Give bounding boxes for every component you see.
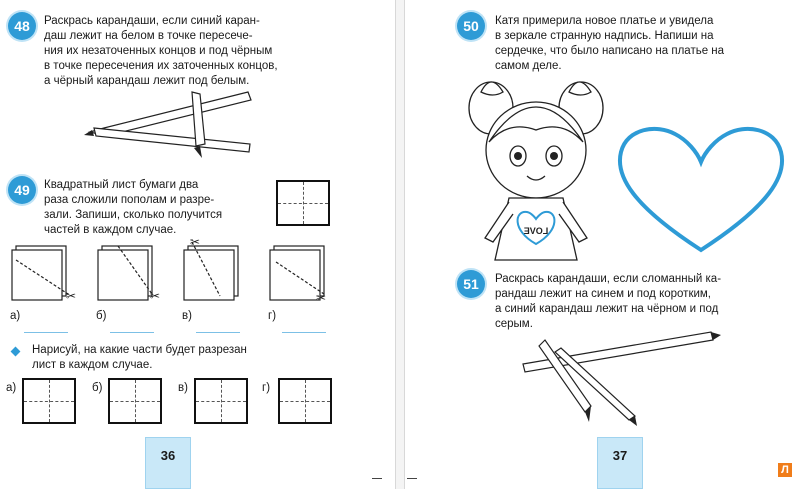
option-label-a: а) bbox=[10, 310, 21, 322]
answer-heart-shape[interactable] bbox=[613, 122, 789, 258]
draw-label-d: г) bbox=[262, 382, 271, 394]
page-number-tab: 37 bbox=[597, 437, 643, 489]
task-51-line: серым. bbox=[495, 318, 533, 330]
bullet-diamond-icon bbox=[11, 347, 21, 357]
task-51-text bbox=[495, 272, 787, 332]
draw-square-b[interactable] bbox=[108, 378, 162, 424]
task-48-line: а чёрный карандаш лежит под белым. bbox=[44, 75, 250, 87]
task-49-line: раза сложили пополам и разре- bbox=[44, 194, 215, 206]
task-49-line: зали. Запиши, сколько получится bbox=[44, 209, 223, 221]
task-51-line: рандаш лежит на синем и под коротким, bbox=[495, 288, 712, 300]
task-48-pencils-illustration bbox=[80, 88, 260, 160]
girl-pupil-left bbox=[514, 152, 522, 160]
task-48-line: даш лежит на белом в точке пересече- bbox=[44, 30, 253, 42]
task-48-line: в точке пересечения их заточенных концов, bbox=[44, 60, 278, 72]
pencil-1 bbox=[90, 92, 251, 136]
folded-sheets-row bbox=[6, 236, 336, 302]
option-label-c: в) bbox=[182, 310, 192, 322]
task-50-line: в зеркале странную надпись. Напиши на bbox=[495, 30, 714, 42]
task-48-text bbox=[44, 14, 334, 89]
task-51-badge: 51 bbox=[457, 270, 485, 298]
dress-mirrored-text: LOVE bbox=[523, 226, 549, 236]
task-48-line: Раскрась карандаши, если синий каран- bbox=[44, 15, 260, 27]
task-50-line: сердечке, что было написано на платье на bbox=[495, 45, 725, 57]
task-48-badge: 48 bbox=[8, 12, 36, 40]
draw-square-c[interactable] bbox=[194, 378, 248, 424]
scissors-icon: ✂ bbox=[66, 289, 77, 302]
draw-square-a[interactable] bbox=[22, 378, 76, 424]
pencil-2 bbox=[94, 128, 250, 152]
scissors-icon: ✂ bbox=[150, 289, 161, 302]
answer-line-c[interactable] bbox=[196, 332, 240, 333]
option-label-b: б) bbox=[96, 310, 107, 322]
answer-line-d[interactable] bbox=[282, 332, 326, 333]
draw-square-d[interactable] bbox=[278, 378, 332, 424]
left-page bbox=[0, 0, 395, 489]
book-gutter bbox=[395, 0, 405, 489]
task-50-line: самом деле. bbox=[495, 60, 562, 72]
task-49-line: частей в каждом случае. bbox=[44, 224, 177, 236]
folded-sheet-a bbox=[12, 246, 68, 300]
option-label-d: г) bbox=[268, 310, 277, 322]
task-49-badge: 49 bbox=[8, 176, 36, 204]
page-edge-mark bbox=[407, 478, 417, 479]
draw-label-b: б) bbox=[92, 382, 103, 394]
task-49-subtask-text bbox=[32, 343, 326, 373]
folded-sheet-c bbox=[184, 242, 238, 300]
folded-sheet-b bbox=[98, 246, 152, 300]
task-50-badge: 50 bbox=[457, 12, 485, 40]
task-51-line: Раскрась карандаши, если сломанный ка- bbox=[495, 273, 722, 285]
scissors-icon: ✂ bbox=[316, 291, 327, 302]
right-page bbox=[405, 0, 800, 489]
publisher-logo: Л bbox=[778, 463, 792, 477]
draw-label-a: а) bbox=[6, 382, 17, 394]
draw-label-c: в) bbox=[178, 382, 188, 394]
subtask-line: лист в каждом случае. bbox=[32, 359, 153, 371]
task-48-line: ния их незаточенных концов и под чёрным bbox=[44, 45, 273, 57]
subtask-line: Нарисуй, на какие части будет разрезан bbox=[32, 344, 247, 356]
girl-pupil-right bbox=[550, 152, 558, 160]
page-edge-mark bbox=[372, 478, 382, 479]
task-49-text bbox=[44, 178, 264, 238]
heart-outline-icon bbox=[620, 129, 782, 250]
task-51-pencils-illustration bbox=[515, 324, 725, 428]
scissors-icon: ✂ bbox=[190, 236, 201, 249]
task-51-line: а синий карандаш лежит на чёрном и под bbox=[495, 303, 719, 315]
pencil-tip bbox=[194, 146, 202, 158]
answer-line-b[interactable] bbox=[110, 332, 154, 333]
answer-line-a[interactable] bbox=[24, 332, 68, 333]
task-49-line: Квадратный лист бумаги два bbox=[44, 179, 199, 191]
girl-illustration bbox=[461, 72, 611, 262]
task-50-line: Катя примерила новое платье и увидела bbox=[495, 15, 714, 27]
folded-square-diagram bbox=[276, 180, 330, 226]
task-50-text bbox=[495, 14, 787, 74]
page-number-tab: 36 bbox=[145, 437, 191, 489]
